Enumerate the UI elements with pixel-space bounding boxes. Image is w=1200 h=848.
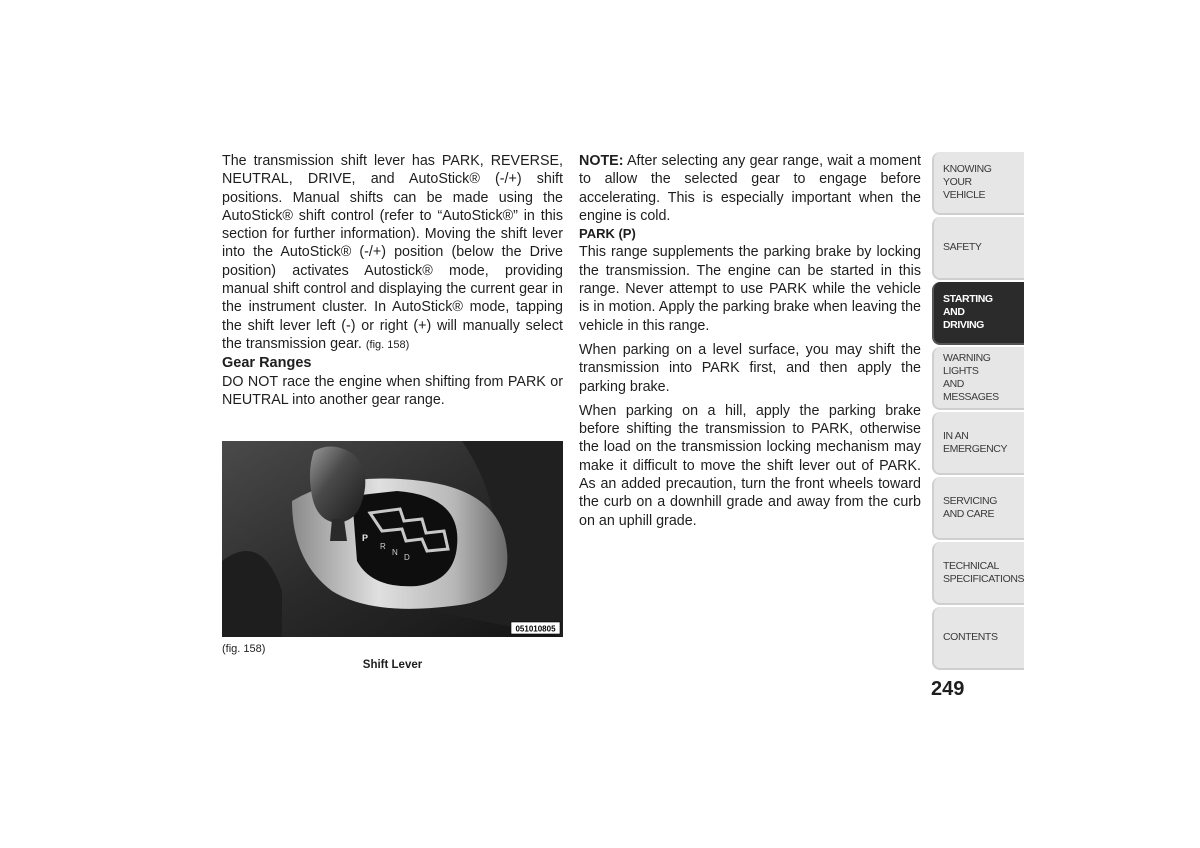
tab-label: SERVICING AND CARE bbox=[943, 494, 997, 520]
tab-knowing-your-vehicle[interactable] bbox=[932, 152, 1024, 215]
tab-safety[interactable] bbox=[932, 217, 1024, 280]
note-label: NOTE: bbox=[579, 153, 624, 169]
tab-label: IN AN EMERGENCY bbox=[943, 429, 1008, 455]
park-heading: PARK (P) bbox=[579, 226, 636, 242]
gear-letter-d: D bbox=[404, 553, 410, 562]
intro-text: The transmission shift lever has PARK, REVERSE, NEUTRAL, DRIVE, and AutoStick® (-/+) shift positions. Manual shifts can be made using the AutoStick® shift control (refer to “AutoStick®” in this section for further information). Moving the shift lever into the AutoStick® (-/+) position (below the Drive position) activates Autostick® mode, providing manual shift control and displaying the current gear in the instrument cluster. In AutoStick® mode, tapping the shift lever left (-) or right (+) will manually select the transmission gear. bbox=[222, 153, 563, 352]
tab-starting-and-driving[interactable] bbox=[932, 282, 1024, 345]
note-text: After selecting any gear range, wait a moment to allow the selected gear to engage before accelerating. This is especially important when the engine is cold. bbox=[579, 153, 921, 224]
note-paragraph bbox=[579, 152, 921, 225]
left-column bbox=[222, 152, 563, 409]
figure-ref: (fig. 158) bbox=[222, 643, 266, 655]
intro-paragraph bbox=[222, 152, 563, 354]
tab-label: TECHNICAL SPECIFICATIONS bbox=[943, 559, 1025, 585]
tab-in-an-emergency[interactable] bbox=[932, 412, 1024, 475]
figure-caption: Shift Lever bbox=[362, 659, 423, 671]
gear-letter-n: N bbox=[392, 548, 398, 557]
gear-ranges-heading: Gear Ranges bbox=[222, 355, 312, 372]
right-column bbox=[579, 152, 921, 530]
gear-letter-r: R bbox=[380, 542, 386, 551]
shift-lever-photo bbox=[222, 441, 563, 637]
park-paragraph-1: This range supplements the parking brake by locking the transmission. The engine can be started in this range. Never attempt to use PARK while the vehicle is in motion. Apply the parking brake when leaving the vehicle in this range. bbox=[579, 244, 921, 334]
tab-contents[interactable] bbox=[932, 607, 1024, 670]
tab-label: STARTING AND DRIVING bbox=[943, 293, 993, 331]
tab-servicing-and-care[interactable] bbox=[932, 477, 1024, 540]
tab-label: KNOWING YOUR VEHICLE bbox=[943, 163, 992, 201]
tab-warning-lights-and-messages[interactable] bbox=[932, 347, 1024, 410]
section-tabs bbox=[932, 152, 1024, 672]
shift-lever-figure bbox=[222, 441, 563, 637]
gear-letter-p: P bbox=[362, 533, 369, 543]
tab-label: CONTENTS bbox=[943, 631, 998, 643]
gear-ranges-text: DO NOT race the engine when shifting from PARK or NEUTRAL into another gear range. bbox=[222, 373, 563, 408]
tab-label: WARNING LIGHTS AND MESSAGES bbox=[943, 351, 999, 403]
page-number: 249 bbox=[931, 678, 965, 700]
tab-technical-specifications[interactable] bbox=[932, 542, 1024, 605]
intro-fig-ref: (fig. 158) bbox=[365, 338, 410, 351]
image-code: 051010805 bbox=[515, 624, 556, 634]
park-paragraph-3: When parking on a hill, apply the parking brake before shifting the transmission to PARK, otherwise the load on the transmission locking mechanism may make it difficult to move the shift lever out of PARK. As an added precaution, turn the front wheels toward the curb on a downhill grade and away from the curb on an uphill grade. bbox=[579, 402, 921, 529]
park-paragraph-2: When parking on a level surface, you may shift the transmission into PARK first, and then apply the parking brake. bbox=[579, 341, 921, 395]
tab-label: SAFETY bbox=[943, 241, 982, 253]
